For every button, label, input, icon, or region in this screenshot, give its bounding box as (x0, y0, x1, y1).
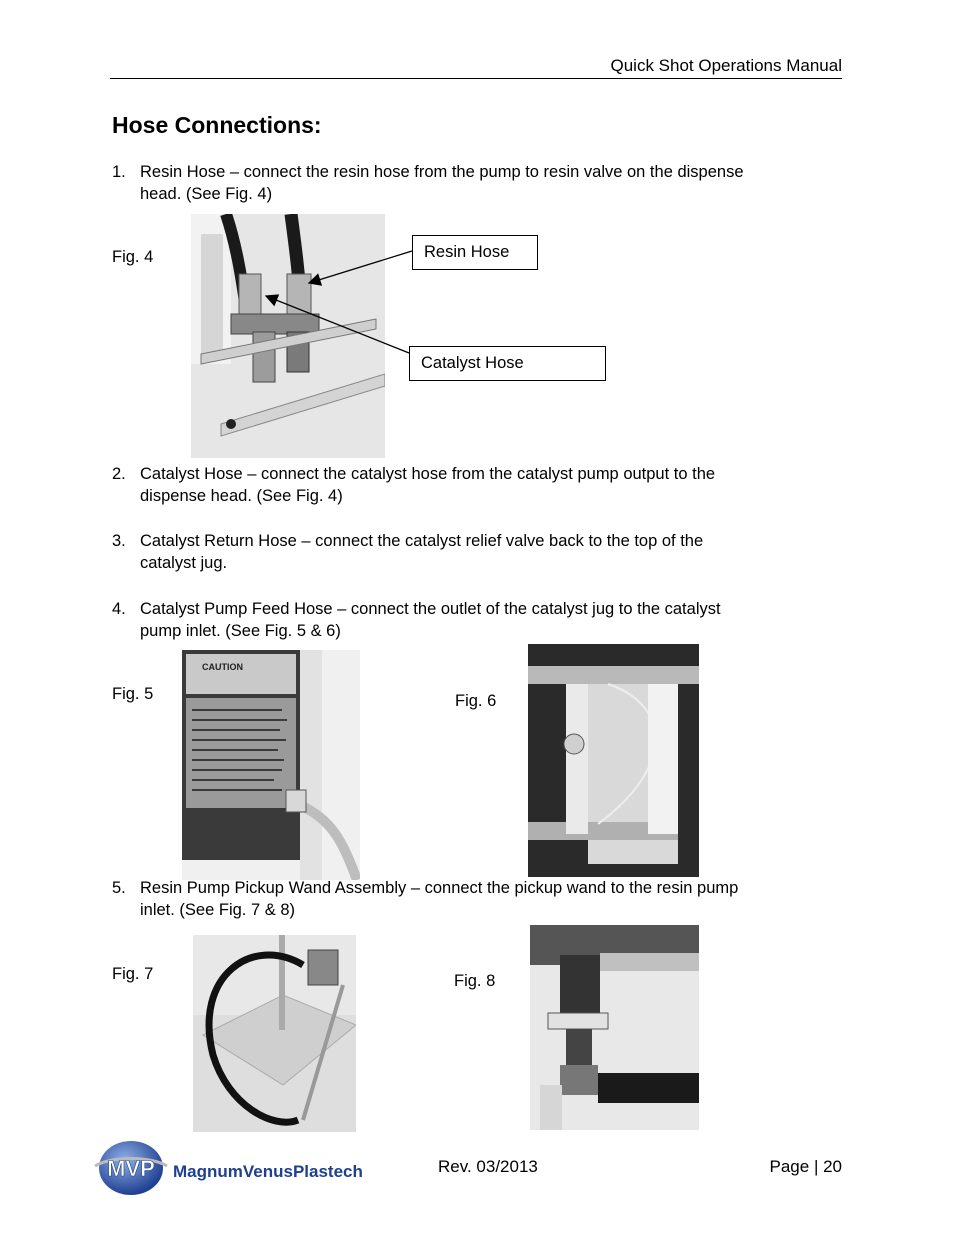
item-number: 3. (112, 532, 126, 550)
fig6-photo (528, 644, 699, 877)
item-text-line: catalyst jug. (140, 554, 228, 572)
company-logo (91, 1140, 381, 1196)
item-text-line: Catalyst Hose – connect the catalyst hose from the catalyst pump output to the (140, 465, 716, 483)
fig7-label: Fig. 7 (112, 965, 154, 983)
item-text-line: dispense head. (See Fig. 4) (140, 487, 343, 505)
callout-catalyst-hose: Catalyst Hose (409, 346, 606, 381)
fig8-label: Fig. 8 (454, 972, 496, 990)
header-title: Quick Shot Operations Manual (610, 56, 842, 75)
logo-badge: MVP (107, 1156, 155, 1181)
item-text-line: Catalyst Pump Feed Hose – connect the outlet of the catalyst jug to the catalyst (140, 600, 721, 618)
item-number: 5. (112, 879, 126, 897)
item-number: 4. (112, 600, 126, 618)
item-number: 1. (112, 163, 126, 181)
header-rule (110, 78, 842, 79)
fig4-label: Fig. 4 (112, 248, 154, 266)
item-text-line: head. (See Fig. 4) (140, 185, 273, 203)
fig7-photo (193, 935, 356, 1132)
item-text-line: Resin Hose – connect the resin hose from the pump to resin valve on the dispense (140, 163, 744, 181)
item-text-line: pump inlet. (See Fig. 5 & 6) (140, 622, 341, 640)
caution-label: CAUTION (202, 662, 243, 672)
item-number: 2. (112, 465, 126, 483)
callout-resin-hose: Resin Hose (412, 235, 538, 270)
fig6-label: Fig. 6 (455, 692, 497, 710)
logo-text: MagnumVenusPlastech (173, 1162, 363, 1181)
section-title: Hose Connections: (112, 112, 322, 138)
item-text-line: inlet. (See Fig. 7 & 8) (140, 901, 295, 919)
fig5-photo (182, 650, 360, 880)
revision-text: Rev. 03/2013 (438, 1157, 538, 1176)
fig5-label: Fig. 5 (112, 685, 154, 703)
item-text-line: Catalyst Return Hose – connect the catalyst relief valve back to the top of the (140, 532, 704, 550)
fig4-photo (191, 214, 385, 458)
item-text-line: Resin Pump Pickup Wand Assembly – connect the pickup wand to the resin pump (140, 879, 739, 897)
page-number: Page | 20 (769, 1157, 842, 1176)
fig8-photo (530, 925, 699, 1130)
